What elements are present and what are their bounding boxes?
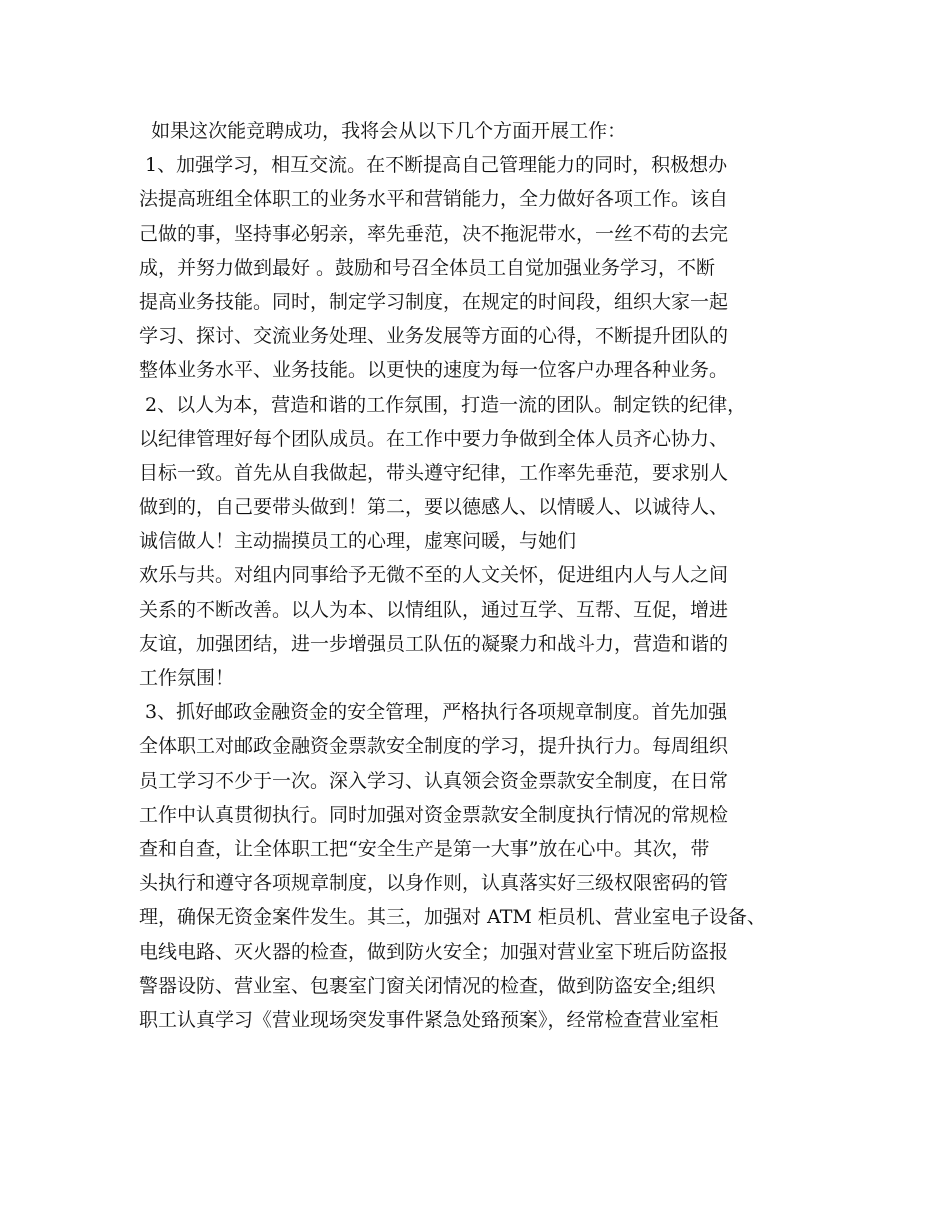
- text-line: 如果这次能竞聘成功，我将会从以下几个方面开展工作：: [139, 120, 627, 142]
- text-line: 己做的事，坚持事必躬亲，率先垂范，决不拖泥带水，一丝不苟的去完: [139, 222, 729, 245]
- text-line: 友谊，加强团结，进一步增强员工队伍的凝聚力和战斗力，营造和谐的: [139, 632, 729, 655]
- text-line: 全体职工对邮政金融资金票款安全制度的学习，提升执行力。每周组织: [139, 735, 729, 758]
- text-line: 提高业务技能。同时，制定学习制度，在规定的时间段，组织大家一起: [139, 290, 729, 313]
- text-line: 以纪律管理好每个团队成员。在工作中要力争做到全体人员齐心协力、: [139, 427, 729, 450]
- document-body: [139, 114, 839, 1037]
- text-line: 法提高班组全体职工的业务水平和营销能力，全力做好各项工作。该自: [139, 188, 729, 211]
- text-line: 查和自查，让全体职工把“安全生产是第一大事”放在心中。其次，带: [139, 837, 710, 860]
- text-line: 1、加强学习，相互交流。在不断提高自己管理能力的同时，积极想办: [139, 154, 728, 177]
- text-line: 警器设防、营业室、包裹室门窗关闭情况的检查，做到防盗安全;组织: [139, 974, 716, 997]
- text-line: 工作中认真贯彻执行。同时加强对资金票款安全制度执行情况的常规检: [139, 803, 729, 826]
- text-line: 电线电路、灭火器的检查，做到防火安全；加强对营业室下班后防盗报: [139, 940, 729, 963]
- text-line: 整体业务水平、业务技能。以更快的速度为每一位客户办理各种业务。: [139, 359, 729, 382]
- text-line: 3、抓好邮政金融资金的安全管理，严格执行各项规章制度。首先加强: [139, 701, 728, 724]
- text-line: 成，并努力做到最好 。鼓励和号召全体员工自觉加强业务学习，不断: [139, 256, 716, 279]
- text-line: 诚信做人！主动揣摸员工的心理，虚寒问暖，与她们: [139, 530, 577, 553]
- text-line: 欢乐与共。对组内同事给予无微不至的人文关怀，促进组内人与人之间: [139, 564, 729, 587]
- text-line: 2、以人为本，营造和谐的工作氛围，打造一流的团队。制定铁的纪律，: [139, 393, 747, 416]
- text-line: 做到的，自己要带头做到！第二，要以德感人、以情暖人、以诚待人、: [139, 496, 729, 519]
- text-line: 理，确保无资金案件发生。其三，加强对 ATM 柜员机、营业室电子设备、: [139, 906, 766, 929]
- text-line: 职工认真学习《营业现场突发事件紧急处臵预案》，经常检查营业室柜: [139, 1008, 719, 1031]
- text-line: 工作氛围！: [139, 667, 235, 689]
- text-line: 目标一致。首先从自我做起，带头遵守纪律，工作率先垂范，要求别人: [139, 461, 729, 484]
- text-line: 头执行和遵守各项规章制度，以身作则，认真落实好三级权限密码的管: [139, 872, 729, 895]
- text-line: 学习、探讨、交流业务处理、业务发展等方面的心得，不断提升团队的: [139, 325, 729, 348]
- text-line: 员工学习不少于一次。深入学习、认真领会资金票款安全制度，在日常: [139, 769, 729, 792]
- text-line: 关系的不断改善。以人为本、以情组队，通过互学、互帮、互促，增进: [139, 598, 729, 621]
